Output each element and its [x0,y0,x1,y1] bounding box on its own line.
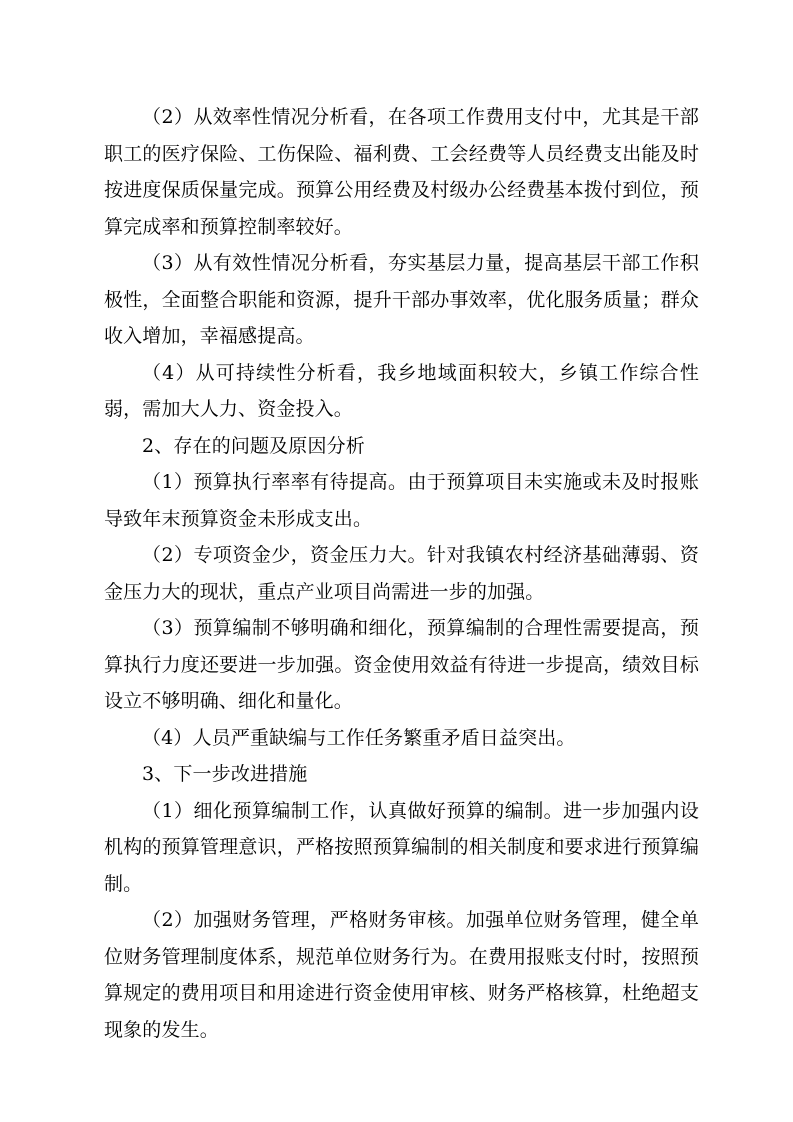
paragraph-measure-1: （1）细化预算编制工作，认真做好预算的编制。进一步加强内设机构的预算管理意识，严格按照预算编制的相关制度和要求进行预算编制。 [104,799,699,895]
paragraph-problem-2: （2）专项资金少，资金压力大。针对我镇农村经济基础薄弱、资金压力大的现状，重点产业项目尚需进一步的加强。 [104,544,699,603]
paragraph-problem-4: （4）人员严重缺编与工作任务繁重矛盾日益突出。 [142,726,576,749]
section-heading-problems: 2、存在的问题及原因分析 [142,434,365,457]
paragraph-efficiency: （2）从效率性情况分析看，在各项工作费用支付中，尤其是干部职工的医疗保险、工伤保险、福利费、工会经费等人员经费支出能及时按进度保质保量完成。预算公用经费及村级办公经费基本拨付到位，预算完成率和预算控制率较好。 [104,106,699,238]
paragraph-measure-2: （2）加强财务管理，严格财务审核。加强单位财务管理，健全单位财务管理制度体系，规范单位财务行为。在费用报账支付时，按照预算规定的费用项目和用途进行资金使用审核、财务严格核算，杜绝超支现象的发生。 [104,909,699,1041]
paragraph-problem-3: （3）预算编制不够明确和细化，预算编制的合理性需要提高，预算执行力度还要进一步加强。资金使用效益有待进一步提高，绩效目标设立不够明确、细化和量化。 [104,617,699,712]
paragraph-problem-1: （1）预算执行率率有待提高。由于预算项目未实施或未及时报账导致年末预算资金未形成支出。 [104,471,699,530]
paragraph-effectiveness: （3）从有效性情况分析看，夯实基层力量，提高基层干部工作积极性，全面整合职能和资源，提升干部办事效率，优化服务质量；群众收入增加，幸福感提高。 [104,252,699,347]
section-heading-measures: 3、下一步改进措施 [142,763,308,785]
paragraph-sustainability: （4）从可持续性分析看，我乡地域面积较大，乡镇工作综合性弱，需加大人力、资金投入。 [104,361,699,420]
